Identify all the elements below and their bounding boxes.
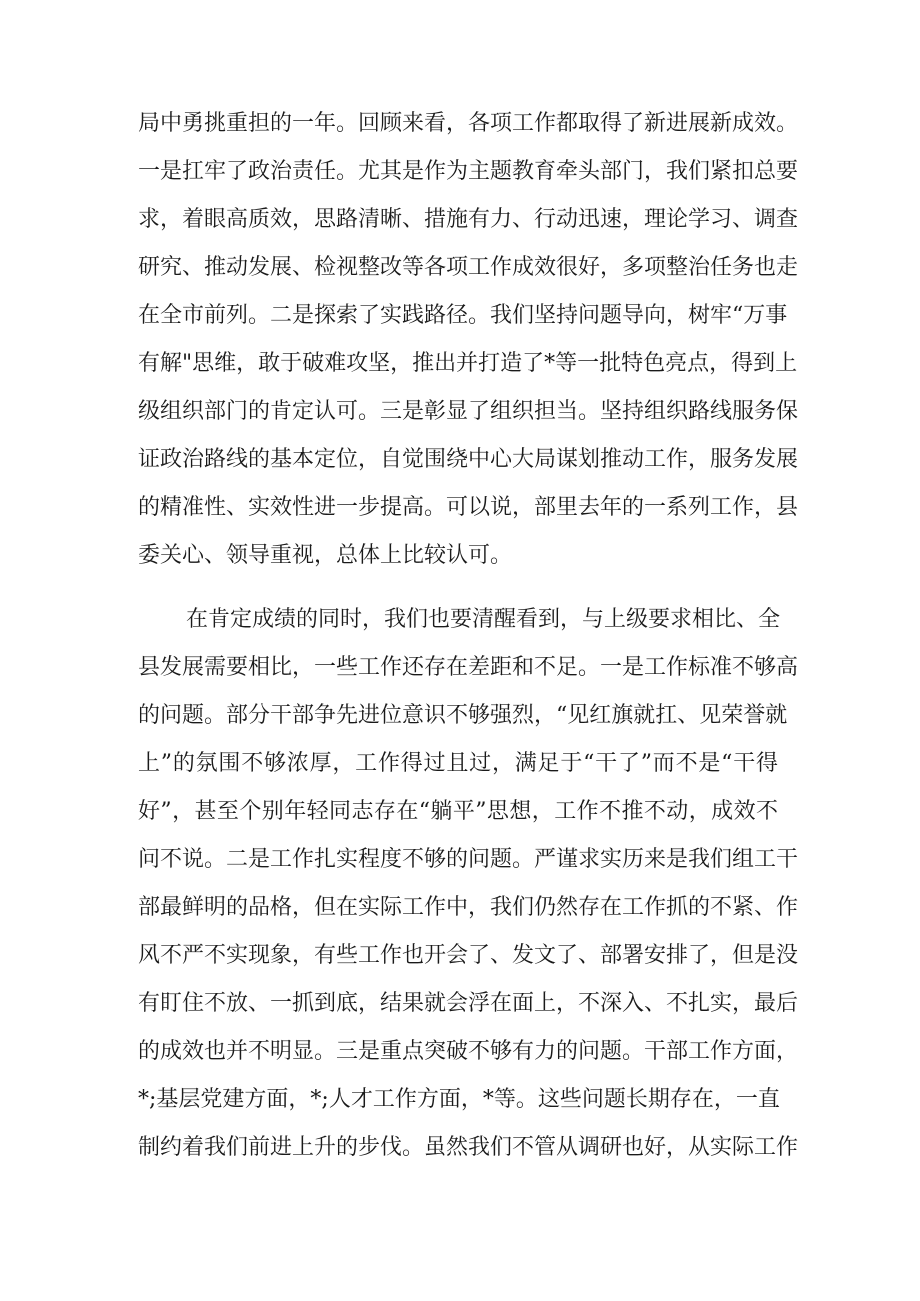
paragraph-2-line: 好”，甚至个别年轻同志存在“躺平”思想，工作不推不动，成效不 [138,799,778,824]
paragraph-2-line: 部最鲜明的品格，但在实际工作中，我们仍然存在工作抓的不紧、作 [138,895,799,920]
paragraph-1-line: 有解"思维，敢于破难攻坚，推出并打造了*等一批特色亮点，得到上 [138,351,798,376]
paragraph-2-line: 县发展需要相比，一些工作还存在差距和不足。一是工作标准不够高 [138,655,799,680]
paragraph-2-line: 制约着我们前进上升的步伐。虽然我们不管从调研也好，从实际工作 [138,1135,799,1160]
paragraph-1-line: 的精准性、实效性进一步提高。可以说，部里去年的一系列工作，县 [138,495,799,520]
paragraph-1-line: 一是扛牢了政治责任。尤其是作为主题教育牵头部门，我们紧扣总要 [138,159,799,184]
paragraph-1-line: 局中勇挑重担的一年。回顾来看，各项工作都取得了新进展新成效。 [138,111,799,136]
paragraph-2-line: 有盯住不放、一抓到底，结果就会浮在面上，不深入、不扎实，最后 [138,991,799,1016]
paragraph-2-line: 的成效也并不明显。三是重点突破不够有力的问题。干部工作方面， [138,1039,799,1064]
paragraph-1-line: 委关心、领导重视，总体上比较认可。 [138,543,513,568]
paragraph-1-line: 级组织部门的肯定认可。三是彰显了组织担当。坚持组织路线服务保 [138,399,799,424]
paragraph-2-line: 上”的氛围不够浓厚，工作得过且过，满足于“干了”而不是“干得 [138,751,778,776]
paragraph-2-line: 在肯定成绩的同时，我们也要清醒看到，与上级要求相比、全 [186,607,781,632]
paragraph-1-line: 求，着眼高质效，思路清晰、措施有力、行动迅速，理论学习、调查 [138,207,799,232]
paragraph-2-line: 的问题。部分干部争先进位意识不够强烈，“见红旗就扛、见荣誉就 [138,703,788,728]
paragraph-1-line: 研究、推动发展、检视整改等各项工作成效很好，多项整治任务也走 [138,255,799,280]
paragraph-2-line: 问不说。二是工作扎实程度不够的问题。严谨求实历来是我们组工干 [138,847,799,872]
paragraph-1-line: 在全市前列。二是探索了实践路径。我们坚持问题导向，树牢“万事 [138,303,788,328]
paragraph-2-line: 风不严不实现象，有些工作也开会了、发文了、部署安排了，但是没 [138,943,799,968]
paragraph-1-line: 证政治路线的基本定位，自觉围绕中心大局谋划推动工作，服务发展 [138,447,799,472]
paragraph-2-line: *;基层党建方面，*;人才工作方面，*等。这些问题长期存在，一直 [138,1087,780,1112]
